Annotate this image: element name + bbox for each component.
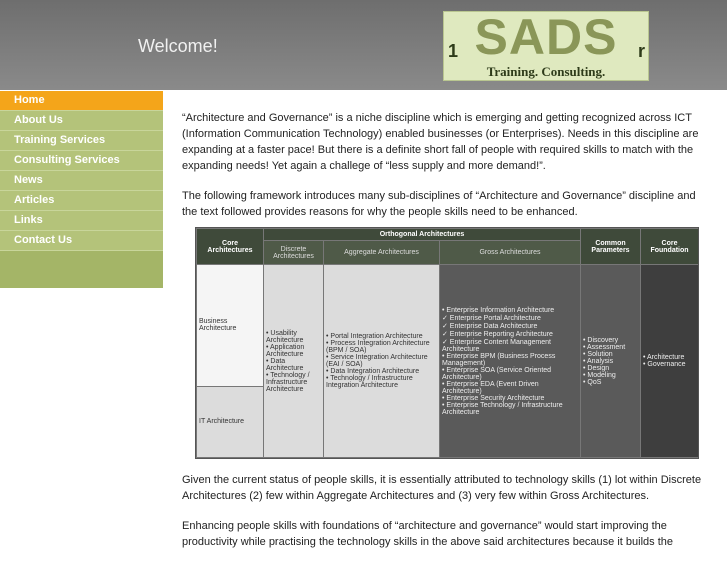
nav-item-articles[interactable]: Articles (0, 191, 163, 211)
gross-item: ✓ Enterprise Portal Architecture (442, 314, 541, 322)
foundation-item: • Architecture (643, 354, 685, 361)
sidebar-nav (0, 91, 163, 288)
gross-item: • Enterprise EDA (Event Driven Architecture) (442, 380, 539, 395)
header-bar (0, 0, 727, 90)
gross-item: ✓ Enterprise Content Management Architecture (442, 338, 551, 353)
header-gross: Gross Architectures (440, 241, 581, 265)
intro-paragraph: “Architecture and Governance” is a niche discipline which is emerging and getting recognized across ICT (Information Communication Technology) enabled businesses (or Enterprises). Needs in this discipline are expanding at a faster pace! But there is a definite short fall of people with required skills to match with the expanding needs! Yet again a challege of “less supply and more demand!”. (182, 112, 699, 172)
framework-paragraph: The following framework introduces many sub-disciplines of “Architecture and Governance” discipline and the text followed provides reasons for why the people skills need to be enhanced. (182, 190, 696, 218)
nav-item-links[interactable]: Links (0, 211, 163, 231)
gross-item: • Enterprise SOA (Service Oriented Architecture) (442, 366, 552, 381)
aggregate-item: • Portal Integration Architecture (326, 333, 423, 340)
nav-item-about-us[interactable]: About Us (0, 111, 163, 131)
header-core-architectures: Core Architectures (197, 229, 264, 265)
header-orthogonal-architectures: Orthogonal Architectures (264, 229, 581, 241)
gross-item: • Enterprise Security Architecture (442, 394, 545, 402)
enhancing-paragraph: Enhancing people skills with foundations of “architecture and governance” would start improving the productivity while practising the technology skills in the above said architectures because it builds the (182, 520, 673, 548)
common-item: • Solution (583, 350, 613, 358)
gross-item: • Enterprise Technology / Infrastructure Architecture (442, 401, 563, 416)
gross-item: ✓ Enterprise Data Architecture (442, 322, 538, 330)
aggregate-item: • Service Integration Architecture (EAI / SOA) (326, 354, 428, 368)
header-core-foundation: Core Foundation (641, 229, 699, 265)
foundation-items-cell (641, 265, 699, 458)
architecture-framework-figure (195, 227, 699, 459)
common-item: • Modeling (583, 371, 616, 379)
header-common-parameters: Common Parameters (581, 229, 641, 265)
common-items-cell (581, 265, 641, 458)
common-item: • Assessment (583, 343, 626, 351)
gross-item: • Enterprise Information Architecture (442, 306, 555, 314)
aggregate-item: • Process Integration Architecture (BPM / SOA) (326, 340, 430, 354)
gross-items-cell (440, 265, 581, 458)
logo-title: SADS (474, 9, 618, 65)
nav-item-training-services[interactable]: Training Services (0, 131, 163, 151)
nav-item-consulting-services[interactable]: Consulting Services (0, 151, 163, 171)
header-aggregate: Aggregate Architectures (324, 241, 440, 265)
nav-item-contact-us[interactable]: Contact Us (0, 231, 163, 251)
common-item: • Discovery (583, 336, 619, 344)
welcome-title: Welcome! (138, 36, 218, 56)
sads-logo[interactable] (443, 11, 649, 81)
common-item: • Design (583, 364, 610, 372)
discrete-item: • Technology / Infrastructure Architecture (266, 371, 310, 393)
skills-paragraph: Given the current status of people skills, it is essentially attributed to technology skills (1) lot within Discrete Architectures (2) few within Aggregate Architectures and (3) very few within Gross Architectures. (182, 474, 702, 502)
discrete-item: • Usability Architecture (266, 329, 304, 344)
logo-tagline: Training. Consulting. (486, 64, 606, 79)
foundation-item: • Governance (643, 361, 686, 368)
discrete-item: • Application Architecture (266, 343, 305, 358)
logo-left-mark: 1 (448, 41, 459, 61)
aggregate-item: • Data Integration Architecture (326, 368, 420, 375)
nav-item-news[interactable]: News (0, 171, 163, 191)
common-item: • Analysis (583, 357, 614, 365)
it-architecture-cell: IT Architecture (197, 386, 264, 458)
discrete-items-cell (264, 265, 324, 458)
gross-item: ✓ Enterprise Reporting Architecture (442, 330, 553, 338)
nav-item-home[interactable]: Home (0, 91, 163, 111)
aggregate-item: • Technology / Infrastructure Integration Architecture (326, 375, 413, 389)
gross-item: • Enterprise BPM (Business Process Management) (442, 352, 556, 367)
header-discrete: Discrete Architectures (264, 241, 324, 265)
common-item: • QoS (583, 378, 602, 386)
business-architecture-cell: Business Architecture (197, 265, 264, 387)
aggregate-items-cell (324, 265, 440, 458)
logo-right-mark: r (637, 41, 645, 61)
discrete-item: • Data Architecture (266, 357, 304, 372)
